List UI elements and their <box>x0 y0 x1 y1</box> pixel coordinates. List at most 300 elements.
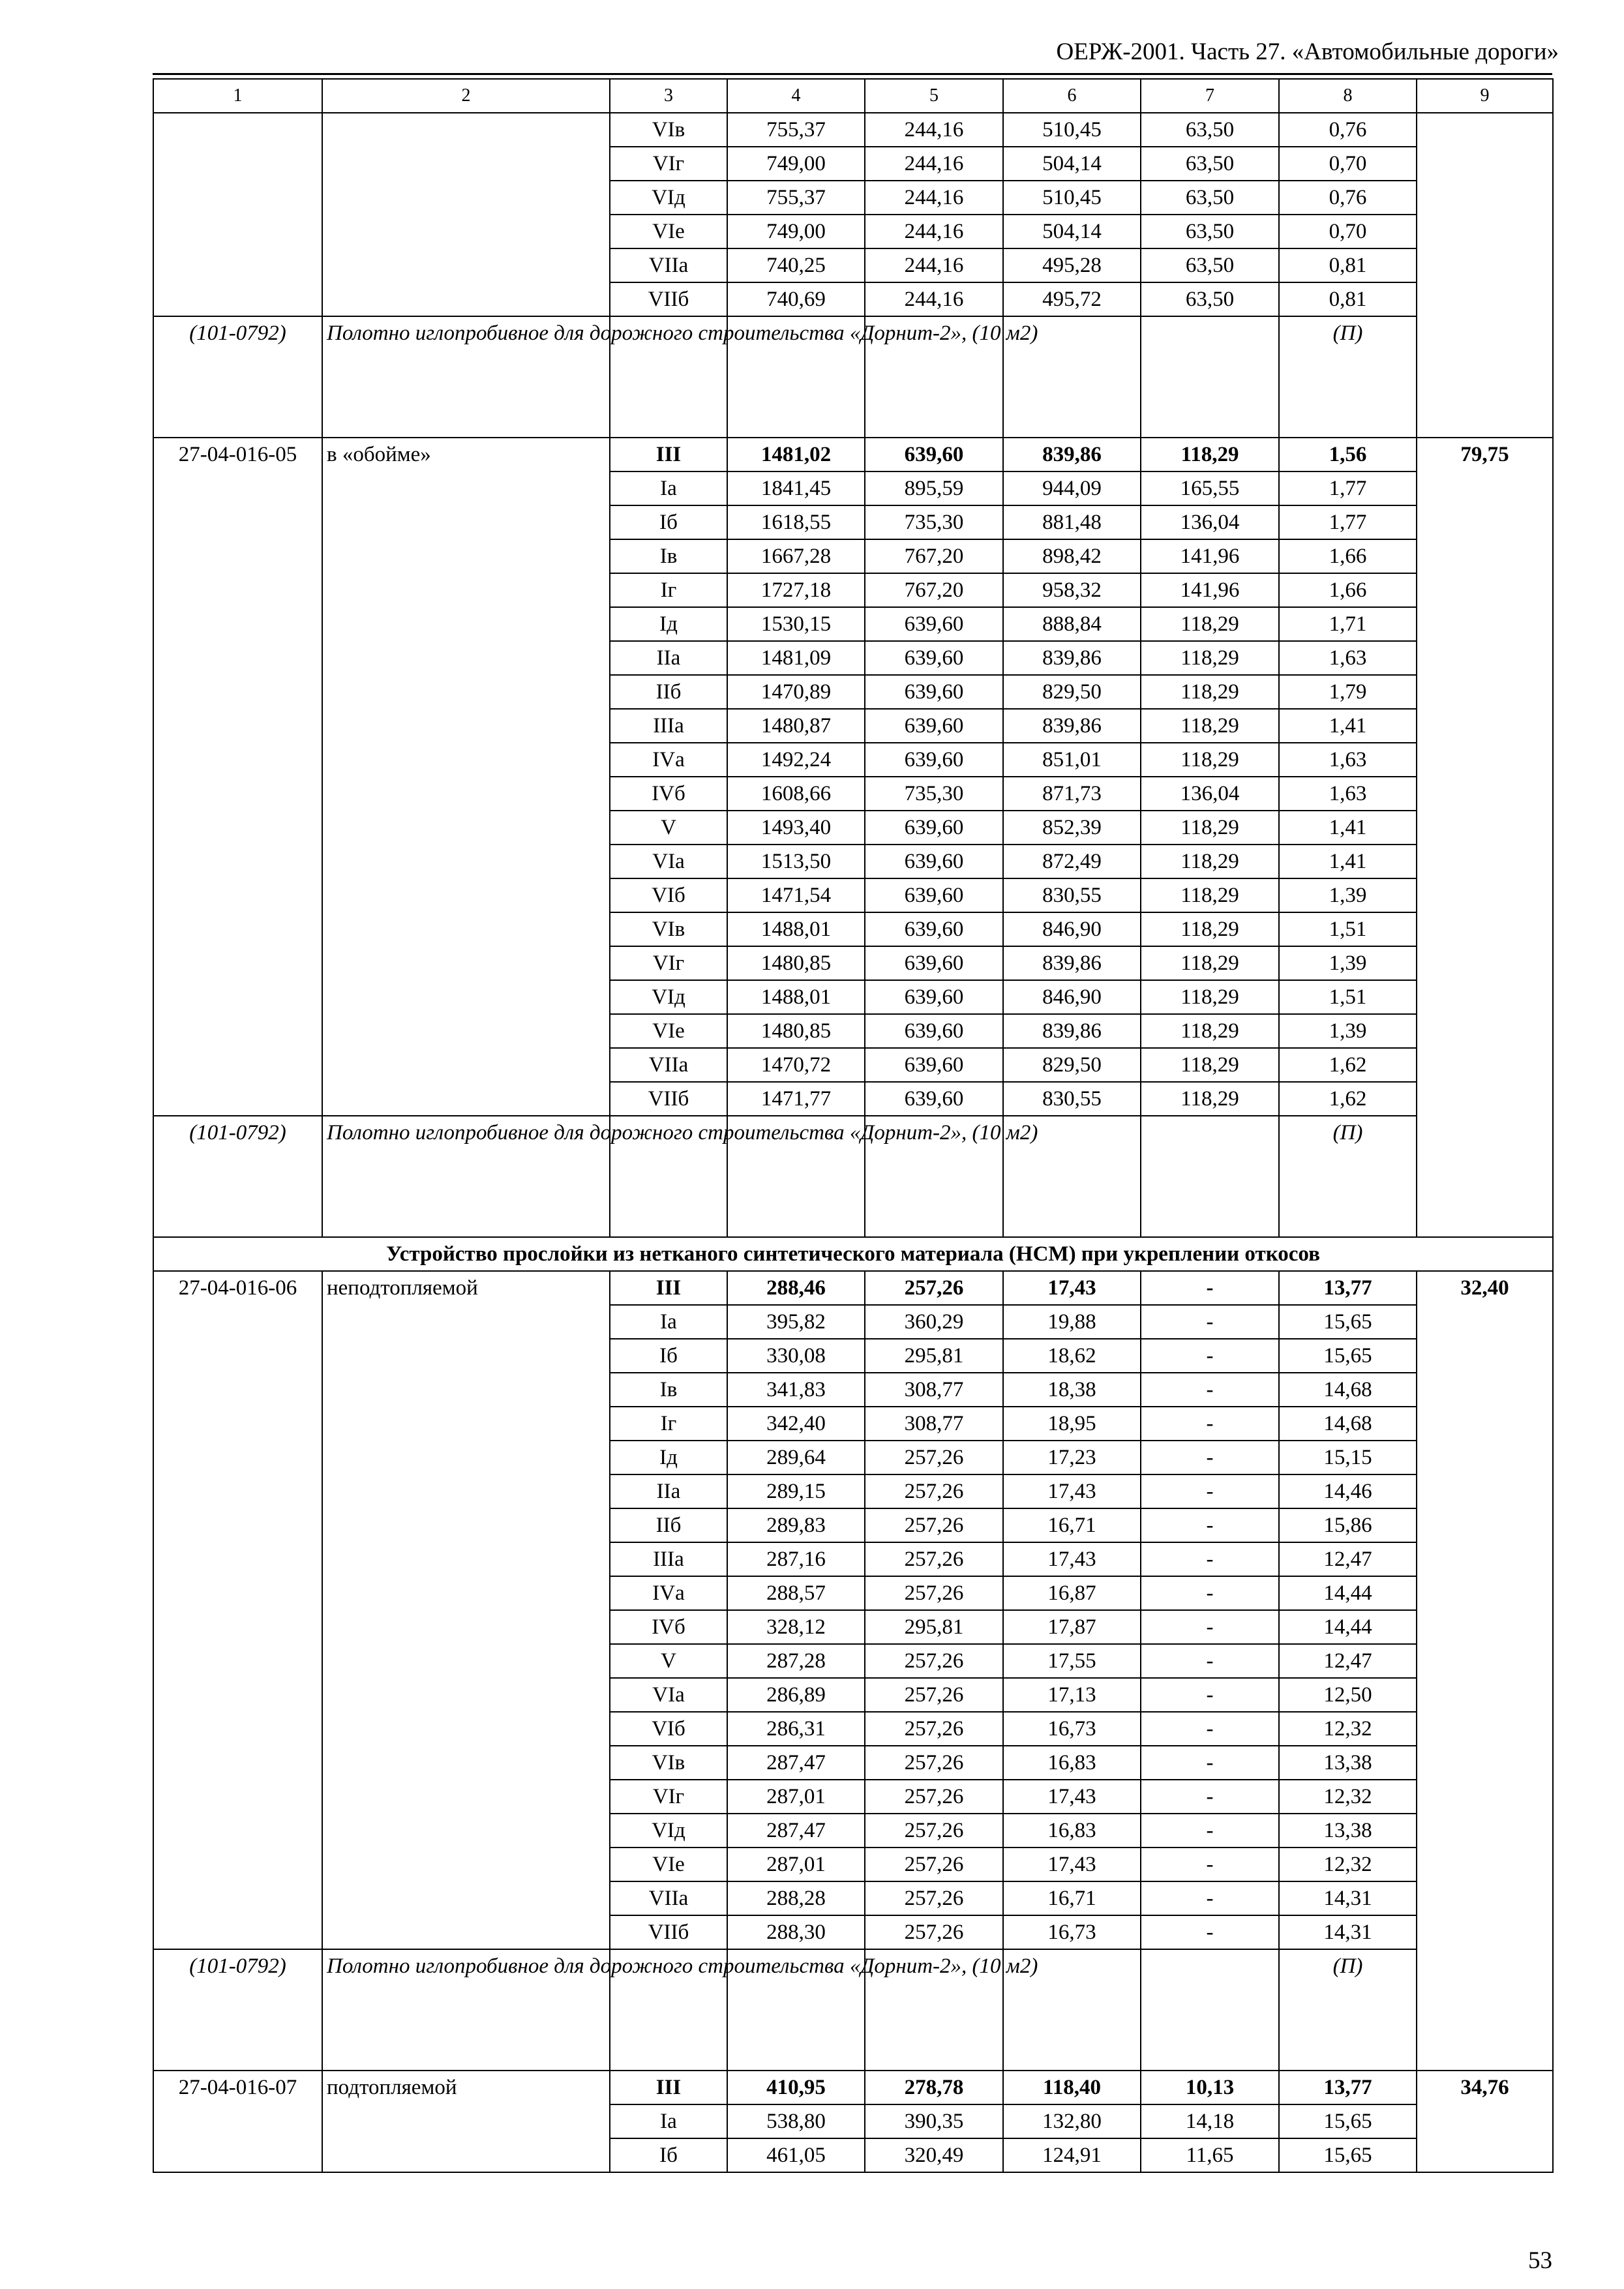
value-cell: 958,32 <box>1003 573 1141 607</box>
value-cell: 1471,77 <box>727 1082 865 1116</box>
value-cell: 244,16 <box>865 282 1003 316</box>
value-cell: 1,71 <box>1279 607 1417 641</box>
value-cell: 136,04 <box>1141 505 1279 539</box>
value-cell: 17,43 <box>1003 1542 1141 1576</box>
value-cell: 12,47 <box>1279 1644 1417 1678</box>
value-cell: 1,79 <box>1279 675 1417 709</box>
value-cell: 257,26 <box>865 1576 1003 1610</box>
value-cell: 1530,15 <box>727 607 865 641</box>
value-cell: 830,55 <box>1003 878 1141 912</box>
value-cell: 295,81 <box>865 1610 1003 1644</box>
value-cell: 1488,01 <box>727 980 865 1014</box>
column-number: 8 <box>1279 79 1417 113</box>
zone-cell: IIб <box>610 675 727 709</box>
value-cell: 286,31 <box>727 1712 865 1746</box>
value-cell: 1841,45 <box>727 471 865 505</box>
value-cell: 16,73 <box>1003 1915 1141 1949</box>
column-number: 6 <box>1003 79 1141 113</box>
value-cell: 749,00 <box>727 215 865 248</box>
value-cell: - <box>1141 1576 1279 1610</box>
value-cell: 17,43 <box>1003 1271 1141 1305</box>
value-cell: 257,26 <box>865 1441 1003 1474</box>
value-cell: 639,60 <box>865 1082 1003 1116</box>
value-cell: - <box>1141 1881 1279 1915</box>
value-cell: 1471,54 <box>727 878 865 912</box>
value-cell: 1,66 <box>1279 573 1417 607</box>
value-cell: 132,80 <box>1003 2104 1141 2138</box>
rate-description-empty <box>322 113 610 316</box>
zone-cell: VIг <box>610 1780 727 1814</box>
empty-cell <box>1141 1116 1279 1237</box>
value-cell: 360,29 <box>865 1305 1003 1339</box>
zone-cell: IIа <box>610 1474 727 1508</box>
zone-cell: VIа <box>610 1678 727 1712</box>
value-cell: 767,20 <box>865 573 1003 607</box>
value-cell: 244,16 <box>865 248 1003 282</box>
value-cell: 15,65 <box>1279 1305 1417 1339</box>
value-cell: 735,30 <box>865 777 1003 811</box>
column-number: 1 <box>153 79 322 113</box>
zone-cell: VIд <box>610 1814 727 1848</box>
value-cell: 1481,09 <box>727 641 865 675</box>
value-cell: - <box>1141 1373 1279 1407</box>
value-cell: 118,29 <box>1141 438 1279 471</box>
value-cell: 639,60 <box>865 641 1003 675</box>
value-cell: 1481,02 <box>727 438 865 471</box>
column-number: 4 <box>727 79 865 113</box>
value-cell: 124,91 <box>1003 2138 1141 2172</box>
zone-cell: Iа <box>610 471 727 505</box>
value-cell: 63,50 <box>1141 113 1279 147</box>
rate-code-empty <box>153 113 322 316</box>
value-cell: 141,96 <box>1141 539 1279 573</box>
zone-cell: Iд <box>610 1441 727 1474</box>
zone-cell: VIIб <box>610 1082 727 1116</box>
value-cell: 639,60 <box>865 1048 1003 1082</box>
rate-main-row <box>153 438 1553 471</box>
empty-cell <box>1141 316 1279 438</box>
value-cell: 257,26 <box>865 1271 1003 1305</box>
value-cell: 118,29 <box>1141 980 1279 1014</box>
value-cell: 839,86 <box>1003 1014 1141 1048</box>
value-cell: 118,29 <box>1141 709 1279 743</box>
zone-cell: IVб <box>610 1610 727 1644</box>
value-cell: 18,62 <box>1003 1339 1141 1373</box>
value-cell: 0,81 <box>1279 282 1417 316</box>
value-cell: - <box>1141 1610 1279 1644</box>
rate-description: неподтопляемой <box>322 1271 610 1949</box>
value-cell: 118,29 <box>1141 1014 1279 1048</box>
value-cell: 755,37 <box>727 181 865 215</box>
value-cell: 257,26 <box>865 1915 1003 1949</box>
value-cell: 767,20 <box>865 539 1003 573</box>
value-cell: 13,77 <box>1279 1271 1417 1305</box>
zone-cell: IIIа <box>610 1542 727 1576</box>
empty-cell <box>1141 1949 1279 2071</box>
value-cell: 63,50 <box>1141 248 1279 282</box>
zone-cell: VIе <box>610 1014 727 1048</box>
value-cell: 829,50 <box>1003 1048 1141 1082</box>
rate-main-row <box>153 1271 1553 1305</box>
value-cell: 257,26 <box>865 1746 1003 1780</box>
value-cell: 11,65 <box>1141 2138 1279 2172</box>
zone-cell: VIд <box>610 181 727 215</box>
value-cell: 14,68 <box>1279 1407 1417 1441</box>
value-cell: 1,66 <box>1279 539 1417 573</box>
value-cell: 749,00 <box>727 147 865 181</box>
value-cell: 12,32 <box>1279 1712 1417 1746</box>
value-cell: 13,38 <box>1279 1746 1417 1780</box>
value-cell: 16,87 <box>1003 1576 1141 1610</box>
zone-cell: IIб <box>610 1508 727 1542</box>
value-cell: 118,29 <box>1141 1082 1279 1116</box>
value-cell: 0,76 <box>1279 181 1417 215</box>
value-cell: 12,32 <box>1279 1780 1417 1814</box>
value-cell: 118,40 <box>1003 2071 1141 2104</box>
rate-main-row <box>153 2071 1553 2104</box>
zone-cell: Iб <box>610 1339 727 1373</box>
column-number: 5 <box>865 79 1003 113</box>
value-cell: 244,16 <box>865 113 1003 147</box>
value-cell: 118,29 <box>1141 878 1279 912</box>
value-cell: 871,73 <box>1003 777 1141 811</box>
value-cell: 289,15 <box>727 1474 865 1508</box>
value-cell: 308,77 <box>865 1373 1003 1407</box>
value-cell: 320,49 <box>865 2138 1003 2172</box>
value-cell: 1,39 <box>1279 946 1417 980</box>
value-cell: 328,12 <box>727 1610 865 1644</box>
value-cell: 1480,85 <box>727 946 865 980</box>
rate-code: 27-04-016-05 <box>153 438 322 1116</box>
value-cell: 17,43 <box>1003 1848 1141 1881</box>
value-cell: 257,26 <box>865 1712 1003 1746</box>
zone-cell: V <box>610 811 727 845</box>
value-cell: 1,39 <box>1279 1014 1417 1048</box>
zone-cell: III <box>610 2071 727 2104</box>
value-cell: 639,60 <box>865 743 1003 777</box>
value-cell: 639,60 <box>865 607 1003 641</box>
value-cell: 14,18 <box>1141 2104 1279 2138</box>
material-col8: (П) <box>1279 1116 1417 1237</box>
section-title-row <box>153 1237 1553 1271</box>
value-cell: 510,45 <box>1003 181 1141 215</box>
material-description: Полотно иглопробивное для дорожного строительства «Дорнит-2», (10 м2) <box>322 1116 610 1237</box>
value-cell: 895,59 <box>865 471 1003 505</box>
value-cell: 1727,18 <box>727 573 865 607</box>
value-cell: 16,83 <box>1003 1746 1141 1780</box>
zone-cell: Iг <box>610 573 727 607</box>
value-cell: 881,48 <box>1003 505 1141 539</box>
material-code: (101-0792) <box>153 1949 322 2071</box>
value-cell: - <box>1141 1644 1279 1678</box>
value-cell: 1,63 <box>1279 777 1417 811</box>
value-cell: 257,26 <box>865 1881 1003 1915</box>
page-number: 53 <box>1528 2247 1552 2274</box>
value-cell: 118,29 <box>1141 1048 1279 1082</box>
value-cell: 244,16 <box>865 147 1003 181</box>
table-body <box>153 79 1553 2172</box>
value-cell: 461,05 <box>727 2138 865 2172</box>
value-cell: 342,40 <box>727 1407 865 1441</box>
zone-cell: VIб <box>610 878 727 912</box>
value-cell: 639,60 <box>865 878 1003 912</box>
zone-cell: VIIа <box>610 248 727 282</box>
material-row <box>153 316 1553 438</box>
value-cell: 639,60 <box>865 438 1003 471</box>
value-cell: 639,60 <box>865 1014 1003 1048</box>
value-cell: 16,71 <box>1003 1881 1141 1915</box>
value-cell: - <box>1141 1678 1279 1712</box>
value-cell: 15,65 <box>1279 1339 1417 1373</box>
value-cell: 1492,24 <box>727 743 865 777</box>
value-cell: 639,60 <box>865 811 1003 845</box>
value-cell: - <box>1141 1542 1279 1576</box>
value-cell: 118,29 <box>1141 811 1279 845</box>
zone-cell: Iв <box>610 539 727 573</box>
value-cell: 872,49 <box>1003 845 1141 878</box>
value-cell: 1,56 <box>1279 438 1417 471</box>
zone-cell: VIIб <box>610 282 727 316</box>
value-cell: 165,55 <box>1141 471 1279 505</box>
value-cell: 1,63 <box>1279 743 1417 777</box>
value-cell: 846,90 <box>1003 912 1141 946</box>
value-cell: 1,62 <box>1279 1082 1417 1116</box>
value-cell: 1488,01 <box>727 912 865 946</box>
column-number: 9 <box>1417 79 1553 113</box>
value-cell: 1,41 <box>1279 845 1417 878</box>
value-cell: 19,88 <box>1003 1305 1141 1339</box>
zone-cell: VIв <box>610 113 727 147</box>
value-cell: 17,43 <box>1003 1474 1141 1508</box>
value-cell: 17,87 <box>1003 1610 1141 1644</box>
value-cell: 244,16 <box>865 181 1003 215</box>
value-cell: 639,60 <box>865 980 1003 1014</box>
value-cell: 257,26 <box>865 1848 1003 1881</box>
zone-cell: VIд <box>610 980 727 1014</box>
zone-cell: VIв <box>610 912 727 946</box>
value-cell: 1608,66 <box>727 777 865 811</box>
rates-table <box>153 78 1554 2173</box>
zone-cell: Iд <box>610 607 727 641</box>
value-cell: 898,42 <box>1003 539 1141 573</box>
zone-cell: V <box>610 1644 727 1678</box>
value-cell: 295,81 <box>865 1339 1003 1373</box>
value-cell: 289,64 <box>727 1441 865 1474</box>
value-cell: 14,31 <box>1279 1881 1417 1915</box>
value-cell: 257,26 <box>865 1814 1003 1848</box>
value-cell: 17,13 <box>1003 1678 1141 1712</box>
value-cell: 118,29 <box>1141 743 1279 777</box>
zone-cell: III <box>610 1271 727 1305</box>
value-cell: 851,01 <box>1003 743 1141 777</box>
value-cell: 12,50 <box>1279 1678 1417 1712</box>
column-number-row <box>153 79 1553 113</box>
zone-cell: IVа <box>610 743 727 777</box>
value-cell: 288,57 <box>727 1576 865 1610</box>
value-cell: 538,80 <box>727 2104 865 2138</box>
section-title: Устройство прослойки из нетканого синтетического материала (НСМ) при укреплении откосов <box>153 1237 1553 1271</box>
zone-cell: Iб <box>610 2138 727 2172</box>
zone-cell: Iв <box>610 1373 727 1407</box>
zone-cell: VIг <box>610 946 727 980</box>
value-cell: 495,72 <box>1003 282 1141 316</box>
zone-row <box>153 113 1553 147</box>
value-cell: - <box>1141 1441 1279 1474</box>
value-cell: 390,35 <box>865 2104 1003 2138</box>
value-cell: 118,29 <box>1141 641 1279 675</box>
zone-cell: VIа <box>610 845 727 878</box>
value-cell: 852,39 <box>1003 811 1141 845</box>
value-cell: 839,86 <box>1003 946 1141 980</box>
value-cell: 118,29 <box>1141 675 1279 709</box>
value-cell: - <box>1141 1712 1279 1746</box>
value-cell: 944,09 <box>1003 471 1141 505</box>
value-cell: - <box>1141 1746 1279 1780</box>
value-cell: 639,60 <box>865 912 1003 946</box>
value-cell: 740,25 <box>727 248 865 282</box>
value-cell: 257,26 <box>865 1508 1003 1542</box>
value-cell: 15,15 <box>1279 1441 1417 1474</box>
rate-code: 27-04-016-06 <box>153 1271 322 1949</box>
value-cell: 287,01 <box>727 1848 865 1881</box>
value-cell: 18,95 <box>1003 1407 1141 1441</box>
value-cell: 16,73 <box>1003 1712 1141 1746</box>
value-cell: 288,30 <box>727 1915 865 1949</box>
value-cell: 504,14 <box>1003 215 1141 248</box>
zone-cell: VIIа <box>610 1048 727 1082</box>
value-cell: 639,60 <box>865 675 1003 709</box>
zone-cell: Iа <box>610 2104 727 2138</box>
value-cell: 287,47 <box>727 1746 865 1780</box>
value-cell: 12,32 <box>1279 1848 1417 1881</box>
value-cell: 829,50 <box>1003 675 1141 709</box>
value-cell: 341,83 <box>727 1373 865 1407</box>
value-cell: 735,30 <box>865 505 1003 539</box>
value-cell: 830,55 <box>1003 1082 1141 1116</box>
material-row <box>153 1116 1553 1237</box>
value-cell: 839,86 <box>1003 438 1141 471</box>
zone-cell: Iа <box>610 1305 727 1339</box>
value-cell: 118,29 <box>1141 946 1279 980</box>
column-number: 3 <box>610 79 727 113</box>
value-cell: 504,14 <box>1003 147 1141 181</box>
zone-cell: VIв <box>610 1746 727 1780</box>
zone-cell: Iг <box>610 1407 727 1441</box>
value-cell: 257,26 <box>865 1474 1003 1508</box>
value-cell: 257,26 <box>865 1678 1003 1712</box>
value-cell: 17,23 <box>1003 1441 1141 1474</box>
value-cell: 1618,55 <box>727 505 865 539</box>
value-cell: 16,83 <box>1003 1814 1141 1848</box>
zone-cell: VIе <box>610 215 727 248</box>
value-cell: 17,43 <box>1003 1780 1141 1814</box>
column-number: 7 <box>1141 79 1279 113</box>
value-cell: - <box>1141 1848 1279 1881</box>
value-cell: 63,50 <box>1141 147 1279 181</box>
value-cell: 63,50 <box>1141 215 1279 248</box>
value-cell: 15,65 <box>1279 2104 1417 2138</box>
value-cell: 1,63 <box>1279 641 1417 675</box>
zone-cell: IVб <box>610 777 727 811</box>
page-header-title: ОЕРЖ-2001. Часть 27. «Автомобильные дороги» <box>1056 38 1559 65</box>
material-col8: (П) <box>1279 1949 1417 2071</box>
value-cell: 287,47 <box>727 1814 865 1848</box>
column-number: 2 <box>322 79 610 113</box>
zone-cell: III <box>610 438 727 471</box>
rate-col9: 79,75 <box>1417 438 1553 1237</box>
value-cell: 1,41 <box>1279 709 1417 743</box>
rate-description: подтопляемой <box>322 2071 610 2172</box>
value-cell: 1470,72 <box>727 1048 865 1082</box>
value-cell: 0,70 <box>1279 147 1417 181</box>
value-cell: 1667,28 <box>727 539 865 573</box>
material-code: (101-0792) <box>153 1116 322 1237</box>
value-cell: 1,51 <box>1279 980 1417 1014</box>
value-cell: 639,60 <box>865 709 1003 743</box>
value-cell: 118,29 <box>1141 845 1279 878</box>
material-row <box>153 1949 1553 2071</box>
value-cell: 330,08 <box>727 1339 865 1373</box>
value-cell: 257,26 <box>865 1644 1003 1678</box>
value-cell: 118,29 <box>1141 607 1279 641</box>
value-cell: - <box>1141 1474 1279 1508</box>
value-cell: 740,69 <box>727 282 865 316</box>
value-cell: 1480,87 <box>727 709 865 743</box>
value-cell: 288,46 <box>727 1271 865 1305</box>
value-cell: 287,28 <box>727 1644 865 1678</box>
value-cell: 13,38 <box>1279 1814 1417 1848</box>
value-cell: 1480,85 <box>727 1014 865 1048</box>
zone-cell: VIIб <box>610 1915 727 1949</box>
value-cell: 13,77 <box>1279 2071 1417 2104</box>
rate-col9: 32,40 <box>1417 1271 1553 2071</box>
value-cell: 244,16 <box>865 215 1003 248</box>
value-cell: 18,38 <box>1003 1373 1141 1407</box>
value-cell: 14,46 <box>1279 1474 1417 1508</box>
value-cell: 846,90 <box>1003 980 1141 1014</box>
value-cell: 15,65 <box>1279 2138 1417 2172</box>
value-cell: 1470,89 <box>727 675 865 709</box>
value-cell: - <box>1141 1271 1279 1305</box>
value-cell: 0,81 <box>1279 248 1417 282</box>
zone-cell: VIб <box>610 1712 727 1746</box>
value-cell: - <box>1141 1814 1279 1848</box>
value-cell: - <box>1141 1305 1279 1339</box>
value-cell: - <box>1141 1407 1279 1441</box>
value-cell: - <box>1141 1915 1279 1949</box>
value-cell: 1,41 <box>1279 811 1417 845</box>
value-cell: 289,83 <box>727 1508 865 1542</box>
value-cell: 16,71 <box>1003 1508 1141 1542</box>
value-cell: 287,16 <box>727 1542 865 1576</box>
value-cell: - <box>1141 1339 1279 1373</box>
value-cell: 1,77 <box>1279 471 1417 505</box>
zone-cell: VIIа <box>610 1881 727 1915</box>
material-description: Полотно иглопробивное для дорожного строительства «Дорнит-2», (10 м2) <box>322 1949 610 2071</box>
header-rule <box>153 73 1552 75</box>
value-cell: 495,28 <box>1003 248 1141 282</box>
value-cell: 308,77 <box>865 1407 1003 1441</box>
value-cell: 510,45 <box>1003 113 1141 147</box>
value-cell: 0,70 <box>1279 215 1417 248</box>
value-cell: 257,26 <box>865 1542 1003 1576</box>
zone-cell: VIг <box>610 147 727 181</box>
value-cell: 1,77 <box>1279 505 1417 539</box>
value-cell: 286,89 <box>727 1678 865 1712</box>
rate-description: в «обойме» <box>322 438 610 1116</box>
value-cell: 14,31 <box>1279 1915 1417 1949</box>
value-cell: 12,47 <box>1279 1542 1417 1576</box>
